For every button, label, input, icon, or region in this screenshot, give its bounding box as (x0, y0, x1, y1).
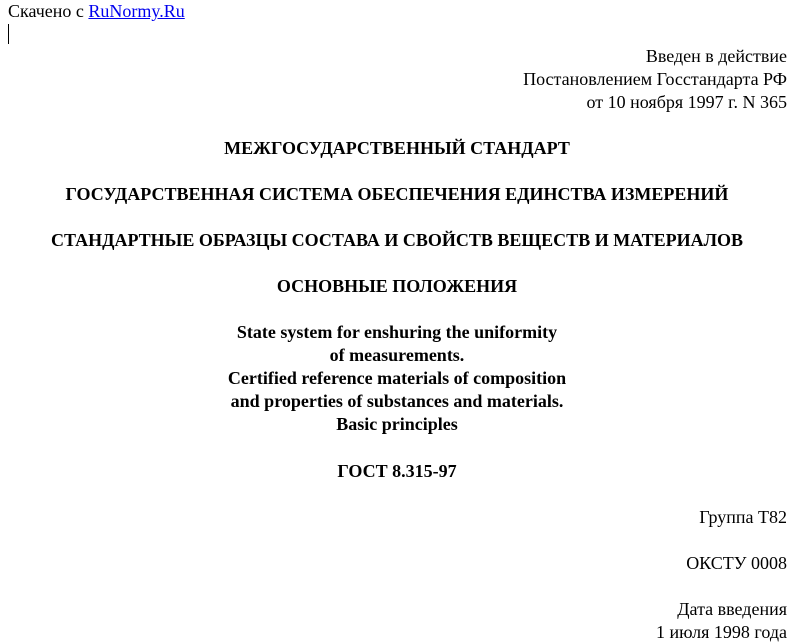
heading-reference-materials: СТАНДАРТНЫЕ ОБРАЗЦЫ СОСТАВА И СВОЙСТВ ВЕЩЕСТВ И МАТЕРИАЛОВ (50, 230, 744, 250)
english-title-line-5: Basic principles (336, 414, 458, 434)
heading-basic-provisions: ОСНОВНЫЕ ПОЛОЖЕНИЯ (276, 276, 518, 296)
approval-line-3: от 10 ноября 1997 г. N 365 (586, 92, 787, 112)
approval-line-2: Постановлением Госстандарта РФ (523, 69, 787, 89)
english-title-line-3: Certified reference materials of composition (227, 368, 567, 388)
source-line (8, 1, 185, 22)
heading-measurement-system: ГОСУДАРСТВЕННАЯ СИСТЕМА ОБЕСПЕЧЕНИЯ ЕДИНСТВА ИЗМЕРЕНИЙ (65, 184, 729, 204)
runormy-link[interactable]: RuNormy.Ru (88, 1, 185, 21)
english-title-line-2: of measurements. (329, 345, 465, 365)
introduction-date-block (656, 598, 787, 644)
standard-number: ГОСТ 8.315-97 (337, 461, 457, 481)
text-cursor (8, 24, 9, 44)
approval-block (523, 45, 787, 114)
english-title-block (0, 321, 794, 436)
source-prefix: Скачено с (8, 1, 89, 21)
introduction-label: Дата введения (677, 599, 787, 619)
introduction-date: 1 июля 1998 года (656, 622, 787, 642)
classification-okstu: ОКСТУ 0008 (686, 553, 787, 573)
approval-line-1: Введен в действие (645, 46, 787, 66)
english-title-line-4: and properties of substances and materials. (230, 391, 564, 411)
classification-group: Группа Т82 (699, 507, 787, 527)
heading-interstate-standard: МЕЖГОСУДАРСТВЕННЫЙ СТАНДАРТ (224, 138, 570, 158)
english-title-line-1: State system for enshuring the uniformity (236, 322, 558, 342)
